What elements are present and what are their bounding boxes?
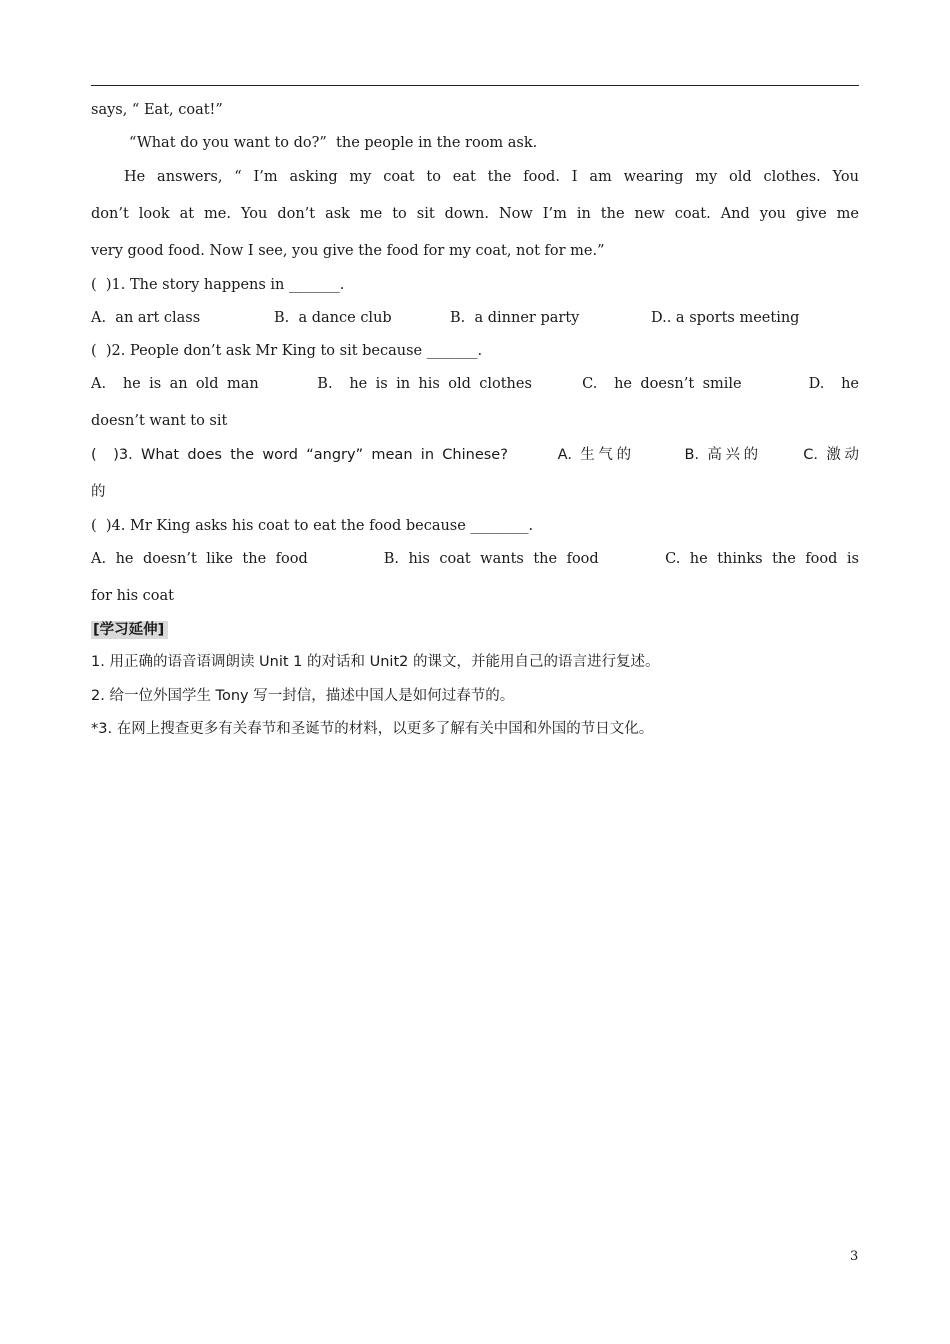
story-line-2: “What do you want to do?” the people in the room ask. [129,135,538,151]
question-1-option-d: D.. a sports meeting [651,310,800,326]
story-line-1: says, “ Eat, coat!” [91,102,223,118]
question-3-options-cont: 的 [91,484,106,500]
page-number: 3 [850,1249,859,1264]
section-heading: [学习延伸] [91,621,168,639]
question-2-stem: ( )2. People don’t ask Mr King to sit because _______. [91,343,483,359]
question-4-options: A. he doesn’t like the food B. his coat wants the food C. he thinks the food is [91,551,859,567]
header-rule [91,85,859,86]
story-line-3: He answers, “ I’m asking my coat to eat the food. I am wearing my old clothes. You [124,169,859,185]
question-1-option-a: A. an art class [91,310,201,326]
question-4-stem: ( )4. Mr King asks his coat to eat the food because ________. [91,518,534,534]
question-3-stem: ( )3. What does the word “angry” mean in Chinese? A. 生气的 B. 高兴的 C. 激动 [91,447,859,463]
question-2-options-cont: doesn’t want to sit [91,413,228,429]
extension-item-1: 1. 用正确的语音语调朗读 Unit 1 的对话和 Unit2 的课文，并能用自己的语言进行复述。 [91,654,660,670]
question-4-options-cont: for his coat [91,588,174,604]
question-1-option-b: B. a dance club [274,310,392,326]
question-1-option-c: B. a dinner party [450,310,580,326]
extension-item-3: *3. 在网上搜查更多有关春节和圣诞节的材料，以更多了解有关中国和外国的节日文化。 [91,721,654,737]
story-line-4: don’t look at me. You don’t ask me to sit down. Now I’m in the new coat. And you give me [91,206,859,222]
question-1-stem: ( )1. The story happens in _______. [91,277,345,293]
story-line-5: very good food. Now I see, you give the food for my coat, not for me.” [91,243,605,259]
question-2-options: A. he is an old man B. he is in his old clothes C. he doesn’t smile D. he [91,376,859,392]
extension-item-2: 2. 给一位外国学生 Tony 写一封信，描述中国人是如何过春节的。 [91,688,515,704]
